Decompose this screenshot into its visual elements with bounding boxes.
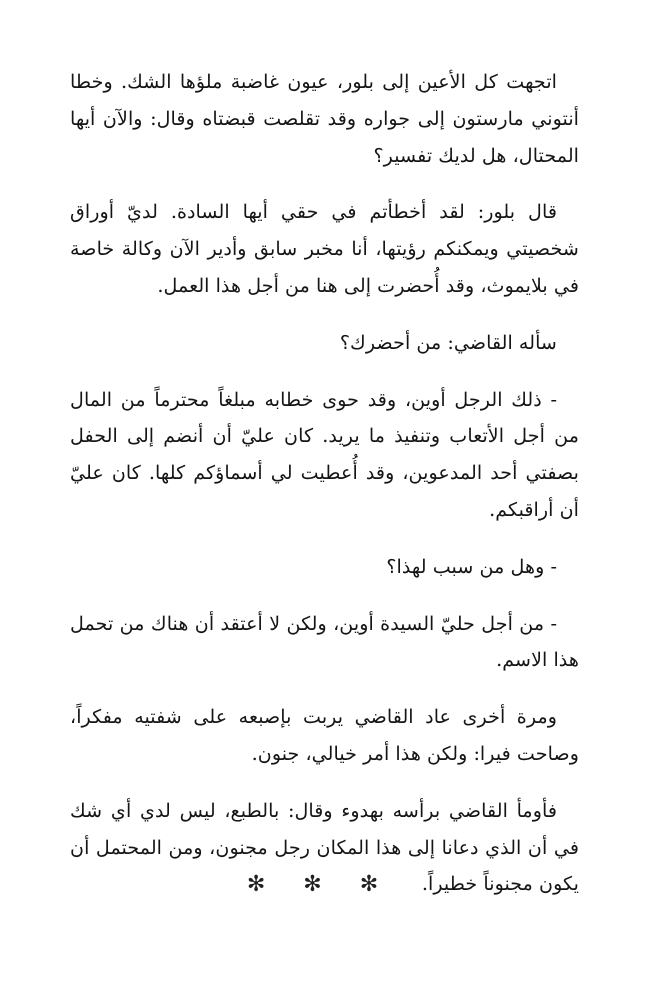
asterisk-ornament-icon: ✻: [303, 872, 348, 897]
section-separator: [0, 872, 651, 897]
paragraph: اتجهت كل الأعين إلى بلور، عيون غاضبة ملؤها الشك. وخطا أنتوني مارستون إلى جواره وقد تقلصت قبضتاه وقال: والآن أيها المحتال، هل لديك تفسير؟: [70, 70, 579, 167]
paragraph: سأله القاضي: من أحضرك؟: [339, 330, 557, 354]
paragraph: فأومأ القاضي برأسه بهدوء وقال: بالطبع، ليس لدي أي شك في أن الذي دعانا إلى هذا المكان رجل مجنون، ومن المحتمل أن يكون مجنوناً خطيراً.: [70, 798, 579, 896]
paragraph: - ذلك الرجل أوين، وقد حوى خطابه مبلغاً محترماً من المال من أجل الأتعاب وتنفيذ ما يريد. كان عليّ أن أنضم إلى الحفل بصفتي أحد المدعوين، وقد أُعطيت لي أسماؤكم كلها. كان عليّ أن أراقبكم.: [70, 387, 579, 521]
asterisk-ornament-icon: ✻: [246, 872, 292, 897]
paragraph: - من أجل حليّ السيدة أوين، ولكن لا أعتقد أن هناك من تحمل هذا الاسم.: [70, 611, 579, 672]
book-page-text: [70, 64, 579, 923]
paragraph: ومرة أخرى عاد القاضي يربت بإصبعه على شفتيه مفكراً، وصاحت فيرا: ولكن هذا أمر خيالي، جنون.: [70, 705, 579, 765]
paragraph: قال بلور: لقد أخطأتم في حقي أيها السادة. لديّ أوراق شخصيتي ويمكنكم رؤيتها، أنا مخبر سابق وأدير الآن وكالة خاصة في بلايموث، وقد أُحضرت إلى هنا من أجل هذا العمل.: [70, 200, 579, 297]
paragraph: - وهل من سبب لهذا؟: [386, 554, 557, 578]
asterisk-ornament-icon: ✻: [359, 872, 405, 897]
